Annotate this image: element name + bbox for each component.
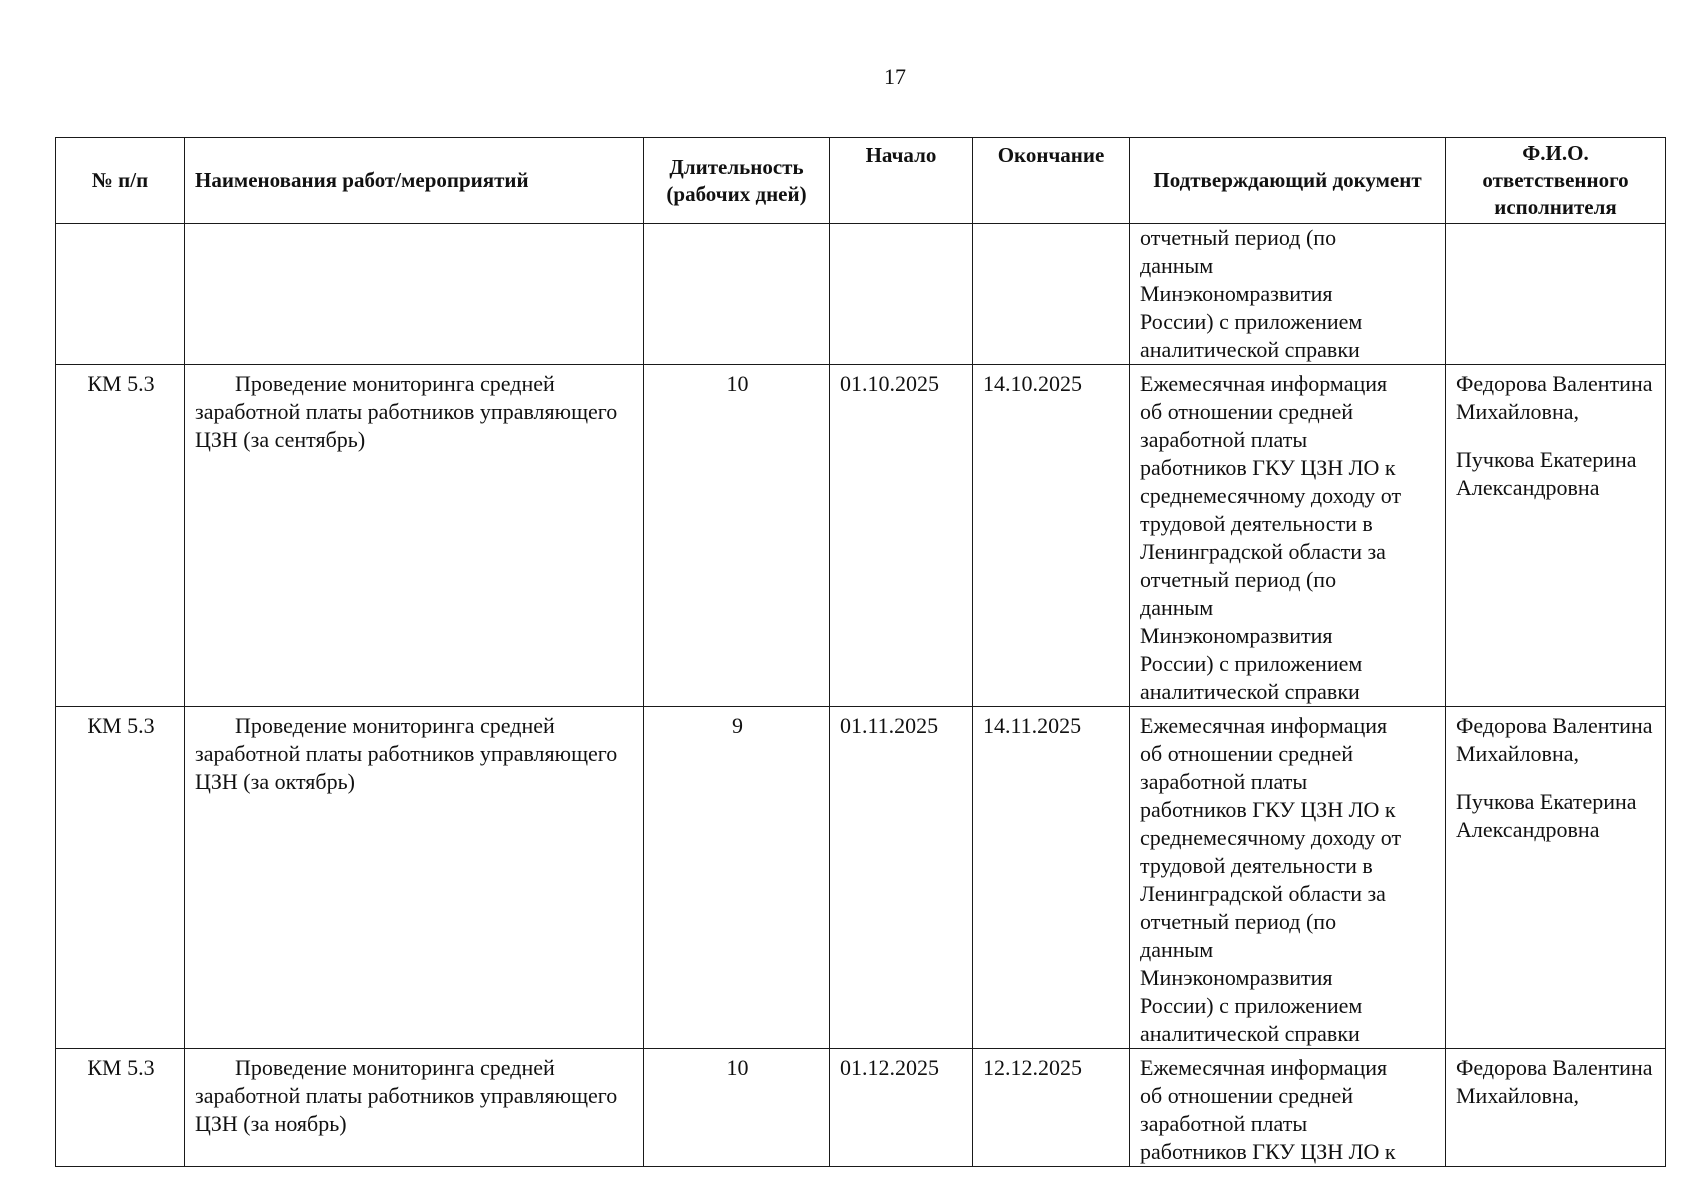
header-name: Наименования работ/мероприятий: [185, 138, 644, 224]
cell-responsible: [1446, 1049, 1666, 1167]
cell-start: 01.12.2025: [830, 1049, 973, 1167]
cell-end: [973, 224, 1130, 365]
page-number: 17: [884, 64, 906, 89]
cell-end: 14.10.2025: [973, 365, 1130, 707]
header-duration: Длительность (рабочих дней): [644, 138, 830, 224]
table-row: [56, 1049, 1666, 1167]
cell-start: 01.10.2025: [830, 365, 973, 707]
table-row-continuation: [56, 224, 1666, 365]
cell-num: КМ 5.3: [56, 707, 185, 1049]
cell-duration: 10: [644, 1049, 830, 1167]
cell-document: Ежемесячная информация об отношении средней заработной платы работников ГКУ ЦЗН ЛО к: [1130, 1049, 1446, 1167]
cell-num: [56, 224, 185, 365]
cell-responsible: [1446, 365, 1666, 707]
cell-document: отчетный период (по данным Минэкономразвития России) с приложением аналитической справки: [1130, 224, 1446, 365]
cell-responsible: [1446, 707, 1666, 1049]
cell-name: Проведение мониторинга средней заработной платы работников управляющего ЦЗН (за ноябрь): [185, 1049, 644, 1167]
cell-end: 12.12.2025: [973, 1049, 1130, 1167]
cell-start: 01.11.2025: [830, 707, 973, 1049]
header-start: Начало: [830, 138, 973, 224]
table-row: [56, 365, 1666, 707]
cell-document: Ежемесячная информация об отношении средней заработной платы работников ГКУ ЦЗН ЛО к среднемесячному доходу от трудовой деятельности в Ленинградской области за отчетный период (по данным Минэкономразвития России) с приложением аналитической справки: [1130, 365, 1446, 707]
cell-start: [830, 224, 973, 365]
cell-duration: 9: [644, 707, 830, 1049]
cell-document: Ежемесячная информация об отношении средней заработной платы работников ГКУ ЦЗН ЛО к среднемесячному доходу от трудовой деятельности в Ленинградской области за отчетный период (по данным Минэкономразвития России) с приложением аналитической справки: [1130, 707, 1446, 1049]
cell-num: КМ 5.3: [56, 365, 185, 707]
cell-responsible: [1446, 224, 1666, 365]
table-header-row: [56, 138, 1666, 224]
cell-end: 14.11.2025: [973, 707, 1130, 1049]
responsible-person-2: Пучкова Екатерина Александровна: [1456, 447, 1637, 500]
cell-duration: 10: [644, 365, 830, 707]
table-row: [56, 707, 1666, 1049]
work-plan-table: [55, 137, 1666, 1167]
cell-name: [185, 224, 644, 365]
header-end: Окончание: [973, 138, 1130, 224]
responsible-person-1: Федорова Валентина Михайловна,: [1456, 371, 1653, 424]
cell-num: КМ 5.3: [56, 1049, 185, 1167]
responsible-person-2: Пучкова Екатерина Александровна: [1456, 789, 1637, 842]
header-num: № п/п: [56, 138, 185, 224]
cell-name: Проведение мониторинга средней заработной платы работников управляющего ЦЗН (за сентябрь): [185, 365, 644, 707]
responsible-person-1: Федорова Валентина Михайловна,: [1456, 1055, 1653, 1108]
responsible-person-1: Федорова Валентина Михайловна,: [1456, 713, 1653, 766]
header-responsible: Ф.И.О. ответственного исполнителя: [1446, 138, 1666, 224]
header-document: Подтверждающий документ: [1130, 138, 1446, 224]
cell-name: Проведение мониторинга средней заработной платы работников управляющего ЦЗН (за октябрь): [185, 707, 644, 1049]
cell-duration: [644, 224, 830, 365]
